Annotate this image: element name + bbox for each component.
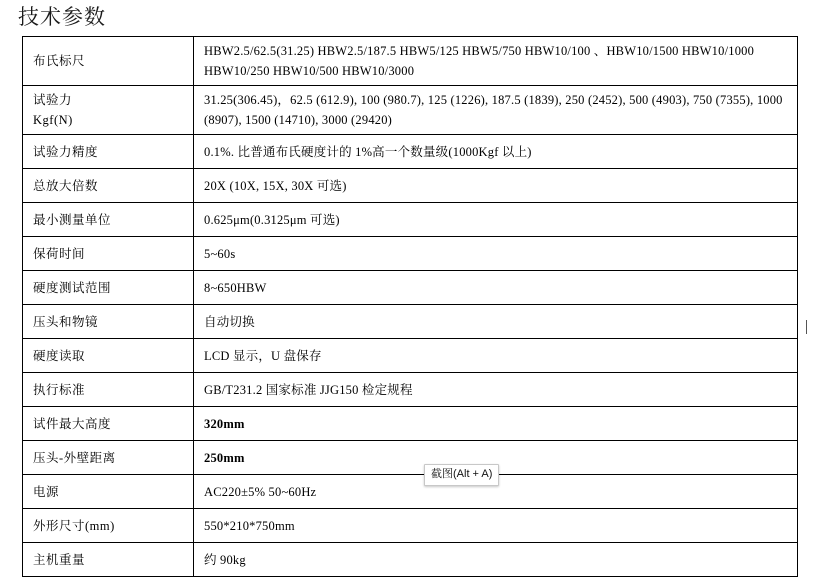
specification-table	[22, 36, 798, 577]
table-body	[23, 37, 798, 577]
table-row	[23, 475, 798, 509]
row-value: GB/T231.2 国家标准 JJG150 检定规程	[194, 373, 798, 407]
row-value: LCD 显示，U 盘保存	[194, 339, 798, 373]
table-row	[23, 86, 798, 135]
table-row	[23, 271, 798, 305]
page-edge-marker	[806, 320, 807, 334]
row-label: 电源	[23, 475, 194, 509]
screenshot-shortcut-tooltip: 截图(Alt + A)	[424, 464, 499, 486]
row-value: 5~60s	[194, 237, 798, 271]
row-value: 0.625μm(0.3125μm 可选)	[194, 203, 798, 237]
row-label	[23, 86, 194, 135]
page-top-margin	[0, 0, 820, 3]
row-label: 试件最大高度	[23, 407, 194, 441]
row-label: 硬度读取	[23, 339, 194, 373]
row-label: 执行标准	[23, 373, 194, 407]
table-row	[23, 543, 798, 577]
row-label: 压头和物镜	[23, 305, 194, 339]
row-value: 31.25(306.45)，62.5 (612.9), 100 (980.7), 125 (1226), 187.5 (1839), 250 (2452), 500 (4903), 750 (7355), 1000 (8907), 1500 (14710), 3000 (29420)	[194, 86, 798, 135]
row-label: 外形尺寸(mm)	[23, 509, 194, 543]
row-value: AC220±5% 50~60Hz	[194, 475, 798, 509]
row-label-line1: 试验力	[33, 93, 73, 107]
table-row	[23, 37, 798, 86]
page-title: 技术参数	[18, 5, 106, 29]
table-row	[23, 339, 798, 373]
table-row	[23, 509, 798, 543]
table-row	[23, 237, 798, 271]
row-label: 主机重量	[23, 543, 194, 577]
row-label: 硬度测试范围	[23, 271, 194, 305]
row-label: 总放大倍数	[23, 169, 194, 203]
row-value: 约 90kg	[194, 543, 798, 577]
row-label: 压头-外壁距离	[23, 441, 194, 475]
row-value: 550*210*750mm	[194, 509, 798, 543]
table-row	[23, 441, 798, 475]
row-label-line2: Kgf(N)	[33, 113, 73, 127]
row-label: 保荷时间	[23, 237, 194, 271]
table-row	[23, 407, 798, 441]
table-row	[23, 373, 798, 407]
table-row	[23, 169, 798, 203]
row-value: 8~650HBW	[194, 271, 798, 305]
row-value: HBW2.5/62.5(31.25) HBW2.5/187.5 HBW5/125 HBW5/750 HBW10/100 、HBW10/1500 HBW10/1000 HBW10/250 HBW10/500 HBW10/3000	[194, 37, 798, 86]
row-value: 320mm	[194, 407, 798, 441]
row-value: 250mm	[194, 441, 798, 475]
row-label: 最小测量单位	[23, 203, 194, 237]
row-value: 自动切换	[194, 305, 798, 339]
table-row	[23, 305, 798, 339]
table-row	[23, 135, 798, 169]
row-value: 0.1%. 比普通布氏硬度计的 1%高一个数量级(1000Kgf 以上)	[194, 135, 798, 169]
table-row	[23, 203, 798, 237]
row-label: 布氏标尺	[23, 37, 194, 86]
row-label: 试验力精度	[23, 135, 194, 169]
row-value: 20X (10X, 15X, 30X 可选)	[194, 169, 798, 203]
